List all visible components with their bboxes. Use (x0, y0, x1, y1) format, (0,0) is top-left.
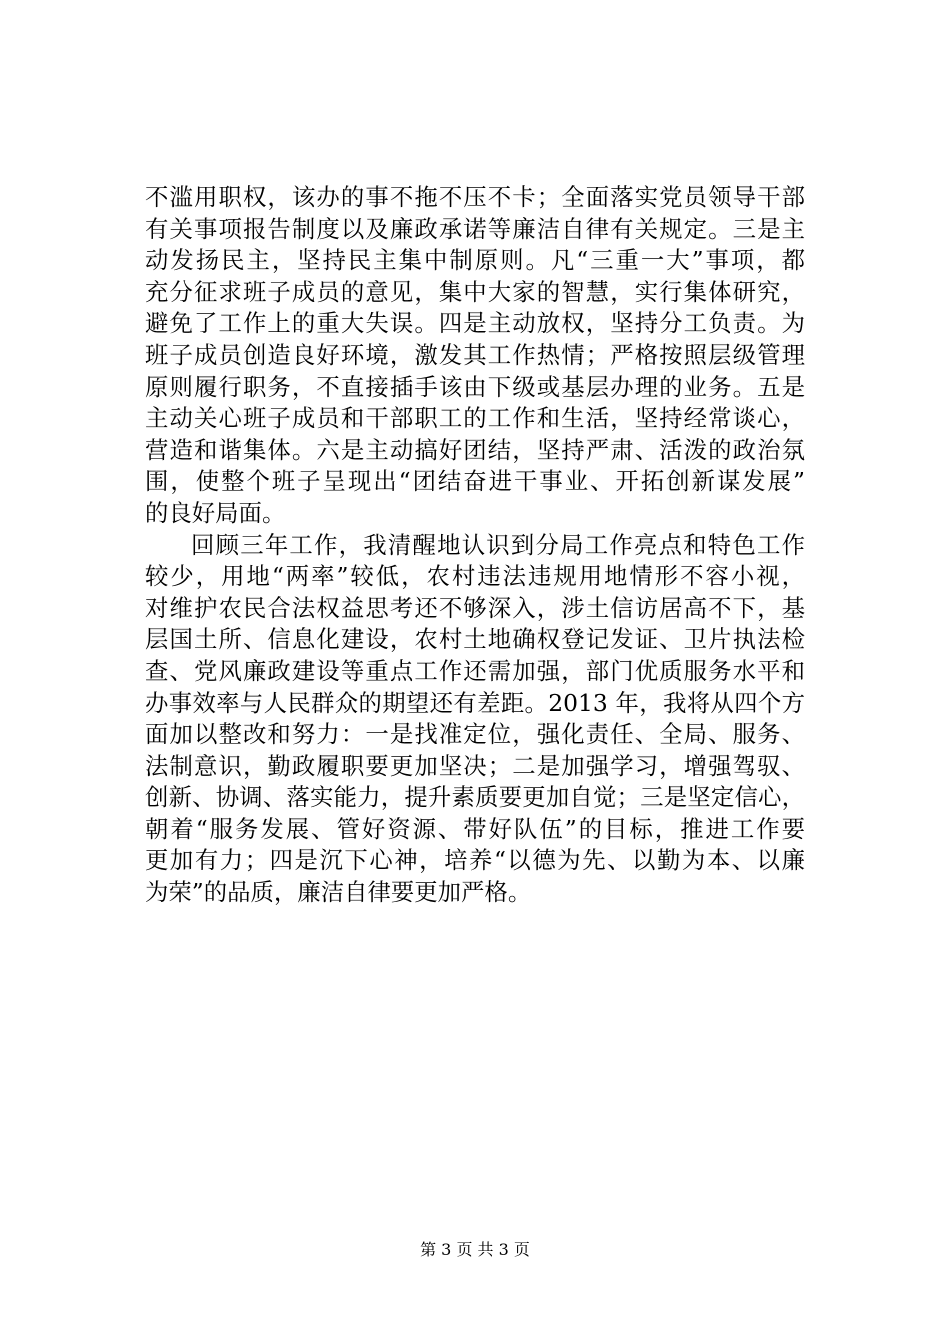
text-line: 查、党风廉政建设等重点工作还需加强，部门优质服务水平和 (145, 656, 805, 685)
text-line: 办事效率与人民群众的期望还有差距。2013 年，我将从四个方 (145, 688, 805, 717)
text-line: 围，使整个班子呈现出“团结奋进干事业、开拓创新谋发展” (145, 467, 805, 496)
text-line: 动发扬民主，坚持民主集中制原则。凡“三重一大”事项，都 (145, 246, 805, 275)
text-line: 法制意识，勤政履职要更加坚决；二是加强学习，增强驾驭、 (145, 751, 805, 780)
text-line: 班子成员创造良好环境，激发其工作热情；严格按照层级管理 (145, 340, 805, 369)
text-line: 回顾三年工作，我清醒地认识到分局工作亮点和特色工作 (191, 530, 805, 559)
text-line: 营造和谐集体。六是主动搞好团结，坚持严肃、活泼的政治氛 (145, 435, 805, 464)
text-line: 主动关心班子成员和干部职工的工作和生活，坚持经常谈心， (145, 404, 805, 433)
text-line: 充分征求班子成员的意见，集中大家的智慧，实行集体研究， (145, 277, 805, 306)
text-line: 不滥用职权，该办的事不拖不压不卡；全面落实党员领导干部 (145, 183, 805, 211)
text-line: 原则履行职务，不直接插手该由下级或基层办理的业务。五是 (145, 372, 805, 401)
text-line: 较少，用地“两率”较低，农村违法违规用地情形不容小视， (145, 562, 805, 591)
text-line: 避免了工作上的重大失误。四是主动放权，坚持分工负责。为 (145, 309, 805, 338)
text-line: 面加以整改和努力：一是找准定位，强化责任、全局、服务、 (145, 720, 805, 749)
text-line: 创新、协调、落实能力，提升素质要更加自觉；三是坚定信心， (145, 783, 805, 812)
page-footer (0, 1240, 950, 1260)
page-number-label: 第 3 页 共 3 页 (420, 1240, 530, 1259)
text-line: 层国土所、信息化建设，农村土地确权登记发证、卫片执法检 (145, 625, 805, 654)
text-line: 朝着“服务发展、管好资源、带好队伍”的目标，推进工作要 (145, 814, 805, 843)
text-line: 有关事项报告制度以及廉政承诺等廉洁自律有关规定。三是主 (145, 214, 805, 243)
text-line: 更加有力；四是沉下心神，培养“以德为先、以勤为本、以廉 (145, 846, 805, 875)
document-body (145, 182, 805, 909)
text-line: 对维护农民合法权益思考还不够深入，涉土信访居高不下，基 (145, 593, 805, 622)
text-line: 的良好局面。 (145, 498, 286, 527)
text-line: 为荣”的品质，廉洁自律要更加严格。 (145, 878, 532, 907)
paragraph-1 (145, 182, 805, 530)
paragraph-2 (145, 530, 805, 909)
